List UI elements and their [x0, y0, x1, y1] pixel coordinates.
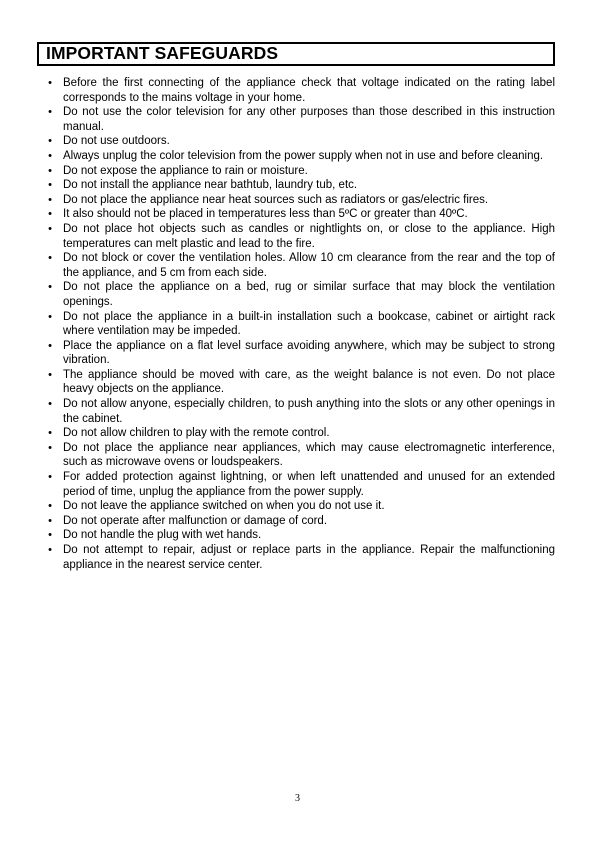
bullet-icon: •: [48, 471, 52, 484]
bullet-icon: •: [48, 77, 52, 89]
section-heading-box: [37, 42, 555, 66]
safeguard-item: [37, 193, 555, 208]
safeguard-item: [37, 149, 555, 164]
bullet-icon: •: [48, 500, 52, 513]
bullet-icon: •: [48, 135, 52, 148]
safeguard-text: Do not place hot objects such as candles or nightlights on, or close to the appliance. High temperatures can melt plastic and lead to the fire.: [63, 222, 555, 250]
safeguard-text: Do not leave the appliance switched on when you do not use it.: [63, 500, 385, 513]
safeguard-item: [37, 105, 555, 134]
safeguard-item: [37, 368, 555, 397]
bullet-icon: •: [48, 179, 52, 192]
safeguard-text: For added protection against lightning, or when left unattended and unused for an extended period of time, unplug the appliance from the power supply.: [63, 471, 555, 498]
safeguard-item: [37, 441, 555, 470]
safeguard-text: Do not allow children to play with the remote control.: [63, 427, 330, 440]
safeguard-text: Before the first connecting of the appliance check that voltage indicated on the rating label corresponds to the mains voltage in your home.: [63, 77, 555, 104]
bullet-icon: •: [48, 339, 52, 352]
safeguard-item: [37, 310, 555, 339]
page-number: 3: [295, 793, 300, 804]
bullet-icon: •: [48, 310, 52, 323]
bullet-icon: •: [48, 193, 52, 206]
safeguard-item: [37, 222, 555, 251]
section-heading: IMPORTANT SAFEGUARDS: [46, 43, 279, 64]
safeguard-text: It also should not be placed in temperatures less than 5ºC or greater than 40ºC.: [63, 208, 468, 221]
bullet-icon: •: [48, 222, 52, 235]
safeguard-item: [37, 251, 555, 280]
safeguard-item: [37, 134, 555, 149]
safeguard-text: Do not place the appliance in a built-in installation such a bookcase, cabinet or airtight rack where ventilation may be impeded.: [63, 310, 555, 338]
safeguard-item: [37, 528, 555, 543]
safeguard-text: Do not place the appliance near appliances, which may cause electromagnetic interference, such as microwave ovens or loudspeakers.: [63, 441, 555, 469]
safeguards-list: [37, 76, 555, 572]
safeguard-text: Do not place the appliance near heat sources such as radiators or gas/electric fires.: [63, 193, 489, 206]
bullet-icon: •: [48, 544, 52, 556]
safeguard-text: Do not operate after malfunction or damage of cord.: [63, 514, 328, 527]
safeguard-item: [37, 543, 555, 572]
safeguard-item: [37, 499, 555, 514]
safeguard-text: Do not handle the plug with wet hands.: [63, 529, 262, 542]
bullet-icon: •: [48, 208, 52, 221]
safeguard-item: [37, 164, 555, 179]
safeguard-text: Do not use the color television for any other purposes than those described in this instruction manual.: [63, 106, 555, 133]
bullet-icon: •: [48, 252, 52, 265]
safeguard-text: Do not install the appliance near bathtub, laundry tub, etc.: [63, 179, 358, 192]
safeguard-item: [37, 207, 555, 222]
bullet-icon: •: [48, 398, 52, 411]
safeguard-text: The appliance should be moved with care, as the weight balance is not even. Do not place heavy objects on the appliance.: [63, 368, 555, 396]
safeguard-item: [37, 76, 555, 105]
bullet-icon: •: [48, 164, 52, 177]
safeguard-text: Place the appliance on a flat level surface avoiding anywhere, which may be subject to strong vibration.: [63, 339, 555, 367]
safeguard-text: Do not expose the appliance to rain or moisture.: [63, 164, 308, 177]
bullet-icon: •: [48, 149, 52, 162]
bullet-icon: •: [48, 514, 52, 527]
bullet-icon: •: [48, 281, 52, 294]
bullet-icon: •: [48, 529, 52, 542]
safeguard-text: Do not place the appliance on a bed, rug or similar surface that may block the ventilation openings.: [63, 281, 555, 308]
bullet-icon: •: [48, 106, 52, 119]
safeguard-item: [37, 470, 555, 499]
safeguard-text: Do not block or cover the ventilation holes. Allow 10 cm clearance from the rear and the top of the appliance, and 5 cm from each side.: [63, 252, 555, 279]
safeguard-item: [37, 339, 555, 368]
bullet-icon: •: [48, 368, 52, 381]
safeguard-item: [37, 280, 555, 309]
safeguard-text: Do not allow anyone, especially children, to push anything into the slots or any other openings in the cabinet.: [63, 398, 555, 425]
safeguard-text: Do not use outdoors.: [63, 135, 170, 148]
safeguard-item: [37, 426, 555, 441]
safeguard-item: [37, 397, 555, 426]
safeguard-text: Always unplug the color television from the power supply when not in use and before cleaning.: [63, 149, 544, 162]
bullet-icon: •: [48, 441, 52, 454]
bullet-icon: •: [48, 427, 52, 440]
safeguard-item: [37, 514, 555, 529]
safeguard-text: Do not attempt to repair, adjust or replace parts in the appliance. Repair the malfunctioning appliance in the nearest service center.: [63, 544, 555, 571]
safeguard-item: [37, 178, 555, 193]
